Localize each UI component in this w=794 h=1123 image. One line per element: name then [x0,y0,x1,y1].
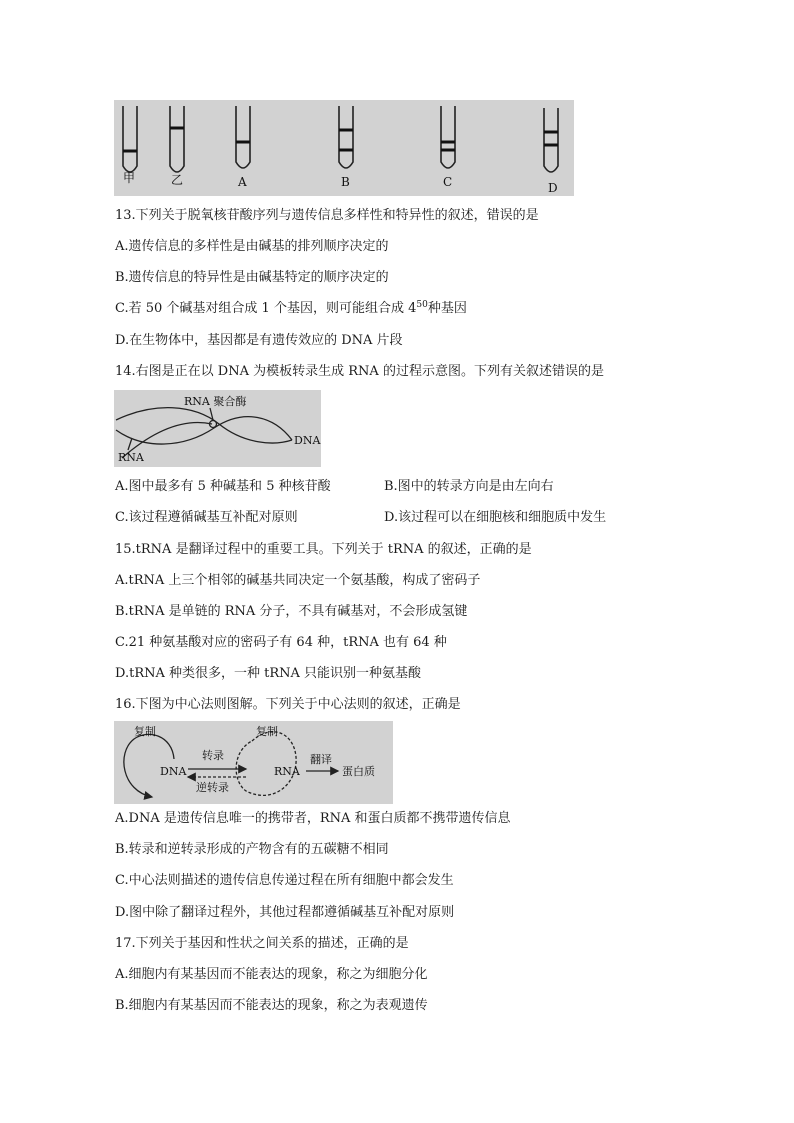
tube-label-d: D [548,181,558,195]
central-dogma-svg [114,721,393,804]
q13-option-a: A.遗传信息的多样性是由碱基的排列顺序决定的 [115,239,389,254]
q14-option-c: C.该过程遵循碱基互补配对原则 [115,510,298,525]
q16-stem: 16.下图为中心法则图解。下列关于中心法则的叙述，正确是 [115,697,461,712]
rna-pointer [128,438,132,450]
translation-label: 翻译 [310,753,332,766]
enzyme-label: RNA 聚合酶 [184,395,247,408]
q15-option-c: C.21 种氨基酸对应的密码子有 64 种，tRNA 也有 64 种 [115,635,447,650]
q14-stem: 14.右图是正在以 DNA 为模板转录生成 RNA 的过程示意图。下列有关叙述错误的是 [115,364,604,379]
figure-central-dogma [114,721,393,804]
q14-option-b: B.图中的转录方向是由左向右 [384,479,554,494]
q16-option-a: A.DNA 是遗传信息唯一的携带者，RNA 和蛋白质都不携带遗传信息 [115,811,511,826]
q13-option-d: D.在生物体中，基因都是有遗传效应的 DNA 片段 [115,333,403,348]
replication-label-1: 复制 [134,725,156,738]
tube-yi [170,106,184,172]
tube-c [441,106,455,168]
replication-arc-rna [236,732,296,796]
reverse-transcription-label: 逆转录 [196,781,229,794]
q14-option-d: D.该过程可以在细胞核和细胞质中发生 [384,510,607,525]
rna-label: RNA [118,451,144,464]
dna-strand-1 [116,408,292,443]
tube-b [339,106,353,168]
tube-label-b: B [341,175,350,189]
q13-option-c-suffix: 种基因 [427,301,467,316]
tube-label-yi: 乙 [171,173,184,187]
q16-option-b: B.转录和逆转录形成的产物含有的五碳糖不相同 [115,842,389,857]
q13-option-b: B.遗传信息的特异性是由碱基特定的顺序决定的 [115,270,389,285]
tube-jia [123,106,137,172]
transcription-svg [114,390,321,467]
rna-node: RNA [274,765,300,778]
tube-label-c: C [443,175,453,189]
dna-strand-2 [116,417,292,444]
q13-option-c-text: C.若 50 个碱基对组合成 1 个基因，则可能组合成 4 [115,301,417,316]
tube-label-jia: 甲 [123,171,136,185]
transcription-label: 转录 [202,749,224,762]
q13-option-c-exponent: 50 [416,300,428,310]
replication-label-2: 复制 [256,725,278,738]
tube-a [236,106,250,168]
q13-stem: 13.下列关于脱氧核苷酸序列与遗传信息多样性和特异性的叙述，错误的是 [115,208,539,223]
tubes-svg [114,100,574,196]
tube-label-a: A [238,175,247,189]
dna-label: DNA [294,434,321,447]
q17-option-a: A.细胞内有某基因而不能表达的现象，称之为细胞分化 [115,967,428,982]
figure-transcription [114,390,321,467]
q16-option-c: C.中心法则描述的遗传信息传递过程在所有细胞中都会发生 [115,873,454,888]
protein-node: 蛋白质 [342,765,375,778]
q15-stem: 15.tRNA 是翻译过程中的重要工具。下列关于 tRNA 的叙述，正确的是 [115,542,532,557]
tube-d [544,108,558,172]
figure-centrifuge-tubes [114,100,574,196]
q15-option-b: B.tRNA 是单链的 RNA 分子，不具有碱基对，不会形成氢键 [115,604,468,619]
q14-option-a: A.图中最多有 5 种碱基和 5 种核苷酸 [115,479,331,494]
q15-option-d: D.tRNA 种类很多，一种 tRNA 只能识别一种氨基酸 [115,666,422,681]
q17-stem: 17.下列关于基因和性状之间关系的描述，正确的是 [115,936,409,951]
q17-option-b: B.细胞内有某基因而不能表达的现象，称之为表观遗传 [115,998,428,1013]
q16-option-d: D.图中除了翻译过程外，其他过程都遵循碱基互补配对原则 [115,905,455,920]
dna-node: DNA [160,765,187,778]
q13-option-c [115,300,467,318]
q15-option-a: A.tRNA 上三个相邻的碱基共同决定一个氨基酸，构成了密码子 [115,573,481,588]
